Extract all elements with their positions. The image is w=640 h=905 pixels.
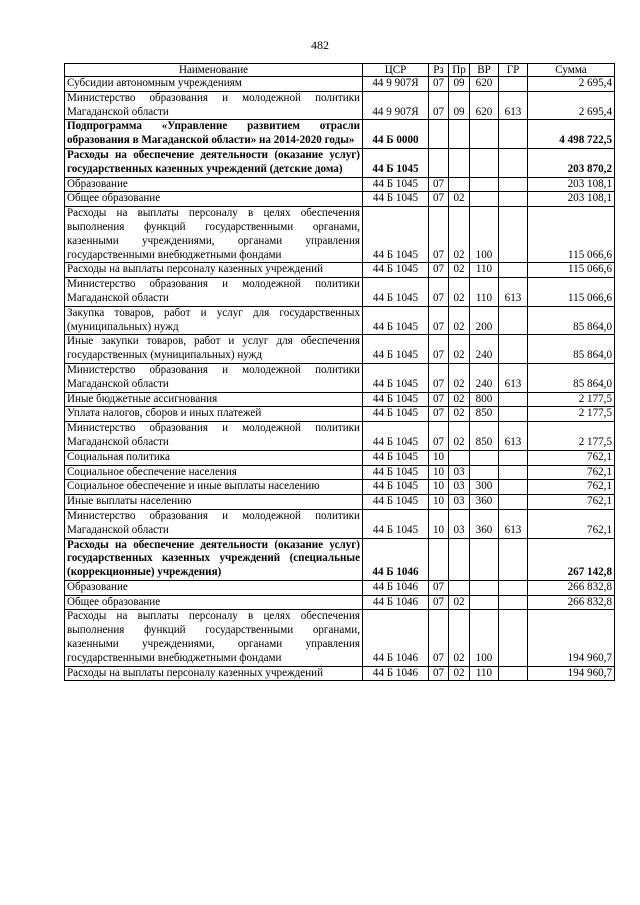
table-row <box>65 450 615 465</box>
header-sum: Сумма <box>528 64 615 77</box>
row-sum: 762,1 <box>528 465 615 480</box>
row-rz: 10 <box>429 509 449 538</box>
row-sum: 762,1 <box>528 450 615 465</box>
row-pr: 02 <box>449 363 470 392</box>
table-row <box>65 480 615 495</box>
row-csr: 44 Б 1046 <box>363 595 429 610</box>
row-vr: 110 <box>470 666 499 681</box>
row-gr <box>499 306 528 335</box>
row-rz: 07 <box>429 278 449 307</box>
row-name: Уплата налогов, сборов и иных платежей <box>65 407 363 422</box>
row-name: Общее образование <box>65 595 363 610</box>
row-sum: 2 695,4 <box>528 91 615 120</box>
table-row <box>65 407 615 422</box>
row-sum: 115 066,6 <box>528 207 615 263</box>
row-vr: 360 <box>470 495 499 510</box>
row-csr: 44 Б 1045 <box>363 306 429 335</box>
row-vr: 360 <box>470 509 499 538</box>
row-rz: 07 <box>429 666 449 681</box>
row-pr: 03 <box>449 465 470 480</box>
row-name: Подпрограмма «Управление развитием отрасли образования в Магаданской области» на 2014-2020 годы» <box>65 120 363 149</box>
row-rz: 07 <box>429 306 449 335</box>
row-csr: 44 Б 1045 <box>363 192 429 207</box>
row-csr: 44 Б 1045 <box>363 407 429 422</box>
row-vr <box>470 148 499 177</box>
row-csr: 44 Б 1046 <box>363 538 429 580</box>
row-gr <box>499 392 528 407</box>
row-pr: 09 <box>449 77 470 92</box>
row-name: Социальное обеспечение и иные выплаты населению <box>65 480 363 495</box>
row-gr <box>499 263 528 278</box>
table-row <box>65 666 615 681</box>
table-row <box>65 422 615 451</box>
row-name: Расходы на выплаты персоналу казенных учреждений <box>65 263 363 278</box>
row-name: Министерство образования и молодежной политики Магаданской области <box>65 91 363 120</box>
row-vr: 200 <box>470 306 499 335</box>
row-rz: 07 <box>429 77 449 92</box>
row-gr <box>499 595 528 610</box>
row-name: Образование <box>65 177 363 192</box>
row-gr <box>499 335 528 364</box>
row-name: Закупка товаров, работ и услуг для государственных (муниципальных) нужд <box>65 306 363 335</box>
row-pr: 02 <box>449 666 470 681</box>
row-rz: 07 <box>429 407 449 422</box>
row-rz: 10 <box>429 495 449 510</box>
header-csr: ЦСР <box>363 64 429 77</box>
row-rz: 07 <box>429 263 449 278</box>
row-name: Иные выплаты населению <box>65 495 363 510</box>
row-vr: 620 <box>470 77 499 92</box>
row-name: Социальная политика <box>65 450 363 465</box>
row-vr <box>470 450 499 465</box>
table-row <box>65 207 615 263</box>
row-name: Министерство образования и молодежной политики Магаданской области <box>65 422 363 451</box>
row-csr: 44 Б 1045 <box>363 392 429 407</box>
row-pr: 02 <box>449 263 470 278</box>
row-gr <box>499 148 528 177</box>
row-gr <box>499 580 528 595</box>
table-header-row <box>65 64 615 77</box>
row-csr: 44 Б 1045 <box>363 263 429 278</box>
row-sum: 2 177,5 <box>528 422 615 451</box>
row-name: Субсидии автономным учреждениям <box>65 77 363 92</box>
row-vr: 620 <box>470 91 499 120</box>
header-rz: Рз <box>429 64 449 77</box>
table-row <box>65 495 615 510</box>
row-pr <box>449 148 470 177</box>
row-rz: 07 <box>429 91 449 120</box>
row-sum: 85 864,0 <box>528 363 615 392</box>
row-csr: 44 Б 0000 <box>363 120 429 149</box>
row-gr <box>499 407 528 422</box>
table-row <box>65 263 615 278</box>
table-row <box>65 192 615 207</box>
row-sum: 267 142,8 <box>528 538 615 580</box>
row-sum: 85 864,0 <box>528 335 615 364</box>
table-row <box>65 509 615 538</box>
row-vr <box>470 465 499 480</box>
row-name: Расходы на обеспечение деятельности (оказание услуг) государственных казенных учреждений (специальные (коррекционные) учреждения) <box>65 538 363 580</box>
row-vr: 240 <box>470 363 499 392</box>
row-pr: 02 <box>449 207 470 263</box>
row-vr <box>470 538 499 580</box>
row-pr: 02 <box>449 278 470 307</box>
row-rz: 07 <box>429 335 449 364</box>
row-rz: 07 <box>429 207 449 263</box>
row-name: Иные бюджетные ассигнования <box>65 392 363 407</box>
row-name: Расходы на выплаты персоналу в целях обеспечения выполнения функций государственными органами, казенными учреждениями, органами управления государственными внебюджетными фондами <box>65 610 363 666</box>
row-sum: 203 108,1 <box>528 177 615 192</box>
row-pr <box>449 177 470 192</box>
table-row <box>65 465 615 480</box>
row-pr: 02 <box>449 306 470 335</box>
row-gr: 613 <box>499 509 528 538</box>
table-row <box>65 278 615 307</box>
row-vr: 110 <box>470 278 499 307</box>
row-pr: 03 <box>449 480 470 495</box>
row-gr <box>499 207 528 263</box>
table-row <box>65 77 615 92</box>
row-gr: 613 <box>499 422 528 451</box>
row-pr: 02 <box>449 392 470 407</box>
row-csr: 44 Б 1045 <box>363 177 429 192</box>
row-name: Министерство образования и молодежной политики Магаданской области <box>65 363 363 392</box>
row-sum: 115 066,6 <box>528 278 615 307</box>
row-sum: 4 498 722,5 <box>528 120 615 149</box>
row-gr <box>499 450 528 465</box>
row-rz <box>429 120 449 149</box>
row-gr <box>499 538 528 580</box>
row-csr: 44 Б 1045 <box>363 148 429 177</box>
row-pr: 02 <box>449 335 470 364</box>
row-sum: 2 695,4 <box>528 77 615 92</box>
row-sum: 266 832,8 <box>528 580 615 595</box>
row-gr <box>499 666 528 681</box>
row-rz <box>429 538 449 580</box>
row-csr: 44 9 907Я <box>363 91 429 120</box>
header-gr: ГР <box>499 64 528 77</box>
row-pr <box>449 120 470 149</box>
row-vr: 240 <box>470 335 499 364</box>
row-gr: 613 <box>499 363 528 392</box>
row-name: Министерство образования и молодежной политики Магаданской области <box>65 509 363 538</box>
row-pr <box>449 450 470 465</box>
row-gr: 613 <box>499 278 528 307</box>
row-sum: 2 177,5 <box>528 407 615 422</box>
row-sum: 266 832,8 <box>528 595 615 610</box>
row-name: Расходы на обеспечение деятельности (оказание услуг) государственных казенных учреждений (детские дома) <box>65 148 363 177</box>
table-row <box>65 392 615 407</box>
row-csr: 44 Б 1045 <box>363 495 429 510</box>
row-csr: 44 Б 1045 <box>363 207 429 263</box>
row-name: Расходы на выплаты персоналу казенных учреждений <box>65 666 363 681</box>
row-pr: 03 <box>449 495 470 510</box>
row-name: Общее образование <box>65 192 363 207</box>
row-pr <box>449 580 470 595</box>
header-pr: Пр <box>449 64 470 77</box>
row-sum: 762,1 <box>528 495 615 510</box>
row-csr: 44 Б 1045 <box>363 480 429 495</box>
table-row <box>65 595 615 610</box>
row-sum: 762,1 <box>528 480 615 495</box>
row-name: Социальное обеспечение населения <box>65 465 363 480</box>
row-rz: 07 <box>429 580 449 595</box>
row-vr: 100 <box>470 610 499 666</box>
row-rz: 10 <box>429 480 449 495</box>
row-rz: 07 <box>429 392 449 407</box>
row-sum: 2 177,5 <box>528 392 615 407</box>
row-gr <box>499 77 528 92</box>
table-row <box>65 580 615 595</box>
row-pr <box>449 538 470 580</box>
row-name: Министерство образования и молодежной политики Магаданской области <box>65 278 363 307</box>
row-csr: 44 Б 1045 <box>363 450 429 465</box>
row-rz <box>429 148 449 177</box>
row-vr <box>470 177 499 192</box>
table-row <box>65 363 615 392</box>
row-vr: 300 <box>470 480 499 495</box>
row-gr <box>499 610 528 666</box>
row-rz: 07 <box>429 177 449 192</box>
table-row <box>65 306 615 335</box>
row-gr <box>499 465 528 480</box>
table-row <box>65 538 615 580</box>
row-csr: 44 Б 1045 <box>363 422 429 451</box>
table-row <box>65 148 615 177</box>
row-csr: 44 Б 1046 <box>363 666 429 681</box>
row-vr: 800 <box>470 392 499 407</box>
row-sum: 762,1 <box>528 509 615 538</box>
row-pr: 09 <box>449 91 470 120</box>
row-vr: 110 <box>470 263 499 278</box>
header-name: Наименование <box>65 64 363 77</box>
row-gr <box>499 192 528 207</box>
row-csr: 44 Б 1045 <box>363 509 429 538</box>
row-name: Иные закупки товаров, работ и услуг для обеспечения государственных (муниципальных) нужд <box>65 335 363 364</box>
row-pr: 02 <box>449 192 470 207</box>
row-csr: 44 9 907Я <box>363 77 429 92</box>
table-row <box>65 610 615 666</box>
row-vr <box>470 120 499 149</box>
row-rz: 07 <box>429 192 449 207</box>
row-csr: 44 Б 1045 <box>363 465 429 480</box>
row-sum: 203 870,2 <box>528 148 615 177</box>
row-vr <box>470 580 499 595</box>
row-sum: 194 960,7 <box>528 666 615 681</box>
row-rz: 07 <box>429 363 449 392</box>
row-rz: 07 <box>429 422 449 451</box>
row-gr <box>499 480 528 495</box>
row-rz: 07 <box>429 595 449 610</box>
row-pr: 02 <box>449 422 470 451</box>
row-rz: 10 <box>429 465 449 480</box>
row-csr: 44 Б 1045 <box>363 335 429 364</box>
row-csr: 44 Б 1045 <box>363 278 429 307</box>
row-pr: 02 <box>449 610 470 666</box>
row-rz: 10 <box>429 450 449 465</box>
row-vr <box>470 595 499 610</box>
row-gr <box>499 177 528 192</box>
row-gr: 613 <box>499 91 528 120</box>
row-csr: 44 Б 1046 <box>363 610 429 666</box>
row-pr: 03 <box>449 509 470 538</box>
row-csr: 44 Б 1045 <box>363 363 429 392</box>
row-gr <box>499 495 528 510</box>
row-vr <box>470 192 499 207</box>
row-csr: 44 Б 1046 <box>363 580 429 595</box>
row-sum: 194 960,7 <box>528 610 615 666</box>
header-vr: ВР <box>470 64 499 77</box>
row-name: Расходы на выплаты персоналу в целях обеспечения выполнения функций государственными органами, казенными учреждениями, органами управления государственными внебюджетными фондами <box>65 207 363 263</box>
table-row <box>65 177 615 192</box>
table-row <box>65 91 615 120</box>
row-gr <box>499 120 528 149</box>
table-row <box>65 120 615 149</box>
row-name: Образование <box>65 580 363 595</box>
table-body <box>65 77 615 681</box>
page-number: 482 <box>311 38 329 52</box>
table-row <box>65 335 615 364</box>
row-pr: 02 <box>449 595 470 610</box>
row-vr: 100 <box>470 207 499 263</box>
budget-table <box>64 63 615 681</box>
row-sum: 203 108,1 <box>528 192 615 207</box>
row-vr: 850 <box>470 407 499 422</box>
row-sum: 85 864,0 <box>528 306 615 335</box>
row-sum: 115 066,6 <box>528 263 615 278</box>
row-rz: 07 <box>429 610 449 666</box>
row-pr: 02 <box>449 407 470 422</box>
row-vr: 850 <box>470 422 499 451</box>
